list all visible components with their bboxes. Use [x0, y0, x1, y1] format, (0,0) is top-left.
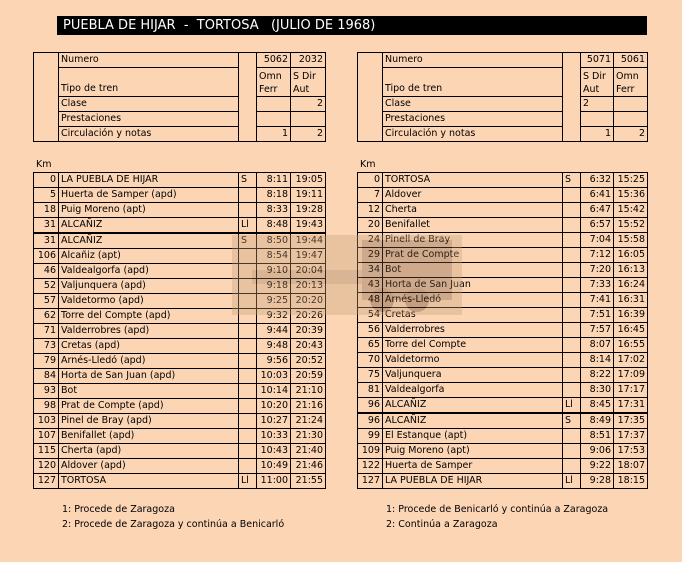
right-time-train2: 16:24: [614, 278, 648, 293]
left-station-row: [34, 459, 326, 474]
left-time-train2: 19:43: [291, 218, 326, 234]
left-flag: [239, 459, 257, 474]
left-time-train1: 9:56: [257, 354, 291, 369]
left-km: 107: [34, 429, 59, 444]
left-time-train1: 8:54: [257, 249, 291, 264]
right-time-train2: 16:13: [614, 263, 648, 278]
left-time-train2: 20:39: [291, 324, 326, 339]
right-time-train2: 15:52: [614, 218, 648, 233]
right-station-name: Horta de San Juan: [383, 278, 563, 293]
left-train2-prestaciones: [291, 112, 326, 127]
left-station-name: Cretas (apd): [59, 339, 239, 354]
right-station-name: Huerta de Samper: [383, 459, 563, 474]
right-flag: Ll: [563, 398, 581, 414]
right-clase-label: Clase: [383, 97, 563, 112]
left-flag: [239, 188, 257, 203]
right-time-train2: 15:36: [614, 188, 648, 203]
right-time-train1: 8:07: [581, 338, 614, 353]
right-flag: [563, 203, 581, 218]
left-km: 98: [34, 399, 59, 414]
left-km: 84: [34, 369, 59, 384]
left-station-row: [34, 414, 326, 429]
left-flag: [239, 384, 257, 399]
right-time-train1: 8:49: [581, 413, 614, 429]
left-tipo-label: Tipo de tren: [59, 68, 239, 97]
right-station-row: [358, 293, 648, 308]
left-flag: [239, 369, 257, 384]
left-time-train2: 20:20: [291, 294, 326, 309]
right-notes: [386, 502, 608, 532]
right-km: 56: [358, 323, 383, 338]
left-station-row: [34, 264, 326, 279]
left-km: 106: [34, 249, 59, 264]
right-header-spacer: [358, 53, 383, 142]
right-station-row: [358, 459, 648, 474]
left-time-train1: 10:27: [257, 414, 291, 429]
left-time-train1: 9:10: [257, 264, 291, 279]
left-time-train1: 9:32: [257, 309, 291, 324]
left-train2-numero: 2032: [291, 53, 326, 68]
left-station-row: [34, 233, 326, 249]
right-time-train1: 7:20: [581, 263, 614, 278]
left-time-train1: 10:43: [257, 444, 291, 459]
left-time-train1: 8:48: [257, 218, 291, 234]
right-station-row: [358, 233, 648, 248]
right-time-train2: 17:37: [614, 429, 648, 444]
left-km: 115: [34, 444, 59, 459]
left-train1-numero: 5062: [257, 53, 291, 68]
right-km: 109: [358, 444, 383, 459]
left-km: 103: [34, 414, 59, 429]
left-train1-tipo: Omn Ferr: [257, 68, 291, 97]
left-time-train2: 20:43: [291, 339, 326, 354]
left-station-name: Prat de Compte (apd): [59, 399, 239, 414]
right-station-name: ALCAÑIZ: [383, 413, 563, 429]
right-time-train2: 17:17: [614, 383, 648, 398]
right-station-row: [358, 188, 648, 203]
left-flag: [239, 279, 257, 294]
left-time-train1: 9:25: [257, 294, 291, 309]
left-station-row: [34, 339, 326, 354]
left-km: 71: [34, 324, 59, 339]
left-station-row: [34, 249, 326, 264]
right-station-name: Valdetormo: [383, 353, 563, 368]
right-km: 96: [358, 398, 383, 414]
left-station-name: ALCAÑIZ: [59, 233, 239, 249]
left-flag: [239, 203, 257, 218]
right-time-train2: 15:58: [614, 233, 648, 248]
right-station-name: ALCAÑIZ: [383, 398, 563, 414]
left-time-train1: 9:44: [257, 324, 291, 339]
left-prestaciones-label: Prestaciones: [59, 112, 239, 127]
left-station-name: Huerta de Samper (apd): [59, 188, 239, 203]
right-flag: [563, 429, 581, 444]
right-time-train2: 17:31: [614, 398, 648, 414]
left-station-name: Arnés-Lledó (apd): [59, 354, 239, 369]
left-km: 79: [34, 354, 59, 369]
left-flag: S: [239, 233, 257, 249]
right-flag: [563, 338, 581, 353]
right-train1-circulacion: 1: [581, 127, 614, 142]
right-station-row: [358, 278, 648, 293]
right-time-train2: 17:35: [614, 413, 648, 429]
right-flag: [563, 368, 581, 383]
right-station-row: [358, 218, 648, 233]
right-station-name: Pinell de Bray: [383, 233, 563, 248]
left-km: 62: [34, 309, 59, 324]
right-flag: [563, 218, 581, 233]
right-station-row: [358, 338, 648, 353]
right-time-train2: 18:07: [614, 459, 648, 474]
left-station-row: [34, 188, 326, 203]
right-time-train1: 9:06: [581, 444, 614, 459]
left-time-train2: 21:55: [291, 474, 326, 489]
right-station-name: Puig Moreno (apt): [383, 444, 563, 459]
right-train2-numero: 5061: [614, 53, 648, 68]
left-station-name: Aldover (apd): [59, 459, 239, 474]
right-station-row: [358, 173, 648, 188]
right-time-train2: 16:05: [614, 248, 648, 263]
left-time-train1: 8:33: [257, 203, 291, 218]
right-station-name: Prat de Compte: [383, 248, 563, 263]
left-time-train1: 10:20: [257, 399, 291, 414]
left-station-name: Horta de San Juan (apd): [59, 369, 239, 384]
left-station-row: [34, 309, 326, 324]
left-km: 120: [34, 459, 59, 474]
left-km: 31: [34, 233, 59, 249]
left-circulacion-label: Circulación y notas: [59, 127, 239, 142]
right-time-train2: 15:42: [614, 203, 648, 218]
right-station-name: Cretas: [383, 308, 563, 323]
right-station-row: [358, 203, 648, 218]
right-time-train1: 7:41: [581, 293, 614, 308]
right-note-2: 2: Continúa a Zaragoza: [386, 519, 498, 530]
right-flag: [563, 248, 581, 263]
left-station-row: [34, 444, 326, 459]
right-time-train2: 17:02: [614, 353, 648, 368]
left-note-2: 2: Procede de Zaragoza y continúa a Benicarló: [62, 519, 285, 530]
left-km: 5: [34, 188, 59, 203]
left-numero-label: Numero: [59, 53, 239, 68]
right-station-row: [358, 368, 648, 383]
left-station-name: Valdealgorfa (apd): [59, 264, 239, 279]
left-schedule-table: [33, 172, 326, 489]
right-flag: [563, 353, 581, 368]
left-station-row: [34, 173, 326, 188]
left-flag: [239, 324, 257, 339]
right-station-name: LA PUEBLA DE HIJAR: [383, 474, 563, 489]
right-station-row: [358, 444, 648, 459]
left-km: 18: [34, 203, 59, 218]
right-station-name: Valdealgorfa: [383, 383, 563, 398]
left-station-row: [34, 384, 326, 399]
left-km: 52: [34, 279, 59, 294]
right-time-train1: 6:41: [581, 188, 614, 203]
left-train1-circulacion: 1: [257, 127, 291, 142]
right-station-row: [358, 323, 648, 338]
right-station-name: Bot: [383, 263, 563, 278]
right-header-table: [357, 52, 648, 142]
left-header-table: [33, 52, 326, 142]
left-time-train2: 20:04: [291, 264, 326, 279]
left-station-row: [34, 429, 326, 444]
left-time-train1: 8:11: [257, 173, 291, 188]
left-km: 46: [34, 264, 59, 279]
right-km-label: Km: [360, 159, 376, 170]
left-time-train1: 11:00: [257, 474, 291, 489]
right-time-train1: 8:14: [581, 353, 614, 368]
left-station-name: Valdetormo (apd): [59, 294, 239, 309]
right-flag: [563, 278, 581, 293]
right-station-name: Aldover: [383, 188, 563, 203]
left-time-train1: 9:48: [257, 339, 291, 354]
right-station-name: TORTOSA: [383, 173, 563, 188]
left-station-name: Valjunquera (apd): [59, 279, 239, 294]
right-station-row: [358, 398, 648, 414]
right-km: 70: [358, 353, 383, 368]
right-train1-clase: 2: [581, 97, 614, 112]
left-flag: [239, 399, 257, 414]
right-train2-circulacion: 2: [614, 127, 648, 142]
right-station-row: [358, 263, 648, 278]
left-station-row: [34, 279, 326, 294]
left-time-train2: 19:44: [291, 233, 326, 249]
right-station-name: Torre del Compte: [383, 338, 563, 353]
right-train1-prestaciones: [581, 112, 614, 127]
left-station-row: [34, 218, 326, 234]
left-station-row: [34, 399, 326, 414]
right-station-row: [358, 474, 648, 489]
left-station-name: Puig Moreno (apt): [59, 203, 239, 218]
left-station-name: Valderrobres (apd): [59, 324, 239, 339]
right-numero-label: Numero: [383, 53, 563, 68]
right-time-train1: 7:04: [581, 233, 614, 248]
right-time-train1: 9:28: [581, 474, 614, 489]
right-train1-numero: 5071: [581, 53, 614, 68]
right-km: 99: [358, 429, 383, 444]
left-train2-circulacion: 2: [291, 127, 326, 142]
right-flag: [563, 293, 581, 308]
left-time-train2: 19:47: [291, 249, 326, 264]
right-station-name: Valjunquera: [383, 368, 563, 383]
right-time-train2: 16:31: [614, 293, 648, 308]
right-station-row: [358, 413, 648, 429]
right-time-train1: 7:57: [581, 323, 614, 338]
right-time-train2: 16:39: [614, 308, 648, 323]
left-time-train1: 9:18: [257, 279, 291, 294]
left-flag: Ll: [239, 474, 257, 489]
right-km: 34: [358, 263, 383, 278]
right-flag: Ll: [563, 474, 581, 489]
left-flag: [239, 309, 257, 324]
left-station-name: LA PUEBLA DE HIJAR: [59, 173, 239, 188]
left-time-train1: 10:14: [257, 384, 291, 399]
right-time-train1: 6:32: [581, 173, 614, 188]
right-station-row: [358, 353, 648, 368]
right-time-train1: 6:47: [581, 203, 614, 218]
right-time-train1: 8:30: [581, 383, 614, 398]
left-flag: [239, 294, 257, 309]
left-station-row: [34, 354, 326, 369]
right-train2-prestaciones: [614, 112, 648, 127]
right-time-train1: 7:33: [581, 278, 614, 293]
right-km: 20: [358, 218, 383, 233]
left-flag: Ll: [239, 218, 257, 234]
right-time-train2: 16:45: [614, 323, 648, 338]
right-station-row: [358, 383, 648, 398]
left-km: 93: [34, 384, 59, 399]
left-time-train1: 10:33: [257, 429, 291, 444]
right-time-train1: 7:51: [581, 308, 614, 323]
left-km: 0: [34, 173, 59, 188]
right-flag: [563, 308, 581, 323]
right-km: 65: [358, 338, 383, 353]
left-time-train2: 21:40: [291, 444, 326, 459]
right-time-train2: 17:53: [614, 444, 648, 459]
left-flag: [239, 249, 257, 264]
right-station-name: El Estanque (apt): [383, 429, 563, 444]
left-time-train2: 21:46: [291, 459, 326, 474]
right-station-name: Benifallet: [383, 218, 563, 233]
right-schedule-table: [357, 172, 648, 489]
left-time-train2: 21:30: [291, 429, 326, 444]
right-km: 81: [358, 383, 383, 398]
left-flag: [239, 429, 257, 444]
right-flag: [563, 263, 581, 278]
right-km: 75: [358, 368, 383, 383]
right-prestaciones-label: Prestaciones: [383, 112, 563, 127]
left-clase-label: Clase: [59, 97, 239, 112]
left-time-train2: 20:59: [291, 369, 326, 384]
left-time-train2: 20:26: [291, 309, 326, 324]
right-flag: [563, 444, 581, 459]
right-km: 96: [358, 413, 383, 429]
right-time-train2: 15:25: [614, 173, 648, 188]
left-header-spacer: [34, 53, 59, 142]
left-train1-clase: [257, 97, 291, 112]
left-km: 127: [34, 474, 59, 489]
left-station-row: [34, 369, 326, 384]
right-station-row: [358, 248, 648, 263]
left-time-train2: 19:11: [291, 188, 326, 203]
left-flag: [239, 414, 257, 429]
right-time-train2: 17:09: [614, 368, 648, 383]
left-time-train1: 10:03: [257, 369, 291, 384]
left-time-train2: 20:13: [291, 279, 326, 294]
right-station-row: [358, 429, 648, 444]
left-km-label: Km: [36, 159, 52, 170]
left-flag: [239, 354, 257, 369]
right-time-train2: 16:55: [614, 338, 648, 353]
right-km: 0: [358, 173, 383, 188]
right-time-train1: 8:51: [581, 429, 614, 444]
right-station-name: Arnés-Lledó: [383, 293, 563, 308]
right-flag: S: [563, 173, 581, 188]
left-train2-tipo: S Dir Aut: [291, 68, 326, 97]
right-train2-tipo: Omn Ferr: [614, 68, 648, 97]
right-km: 7: [358, 188, 383, 203]
right-flag: S: [563, 413, 581, 429]
page-title: PUEBLA DE HIJAR - TORTOSA (JULIO DE 1968): [57, 16, 647, 35]
right-flag: [563, 188, 581, 203]
right-flag: [563, 383, 581, 398]
right-km: 54: [358, 308, 383, 323]
left-notes: [62, 502, 284, 532]
right-km: 122: [358, 459, 383, 474]
left-station-name: TORTOSA: [59, 474, 239, 489]
left-station-row: [34, 474, 326, 489]
left-station-name: Benifallet (apd): [59, 429, 239, 444]
right-station-row: [358, 308, 648, 323]
right-time-train1: 7:12: [581, 248, 614, 263]
right-time-train1: 6:57: [581, 218, 614, 233]
left-train2-clase: 2: [291, 97, 326, 112]
right-km: 24: [358, 233, 383, 248]
right-km: 48: [358, 293, 383, 308]
left-time-train2: 21:24: [291, 414, 326, 429]
left-note-1: 1: Procede de Zaragoza: [62, 504, 175, 515]
right-train2-clase: [614, 97, 648, 112]
right-km: 127: [358, 474, 383, 489]
left-flag: S: [239, 173, 257, 188]
left-time-train2: 21:16: [291, 399, 326, 414]
left-station-name: Bot: [59, 384, 239, 399]
left-time-train2: 20:52: [291, 354, 326, 369]
left-header-flag-col: [239, 53, 257, 142]
left-station-name: ALCAÑIZ: [59, 218, 239, 234]
right-flag: [563, 233, 581, 248]
left-time-train1: 8:50: [257, 233, 291, 249]
right-flag: [563, 459, 581, 474]
left-flag: [239, 339, 257, 354]
left-time-train1: 10:49: [257, 459, 291, 474]
left-time-train1: 8:18: [257, 188, 291, 203]
left-time-train2: 19:05: [291, 173, 326, 188]
left-km: 31: [34, 218, 59, 234]
left-station-row: [34, 203, 326, 218]
right-note-1: 1: Procede de Benicarló y continúa a Zaragoza: [386, 504, 609, 515]
left-time-train2: 19:28: [291, 203, 326, 218]
right-time-train2: 18:15: [614, 474, 648, 489]
left-flag: [239, 264, 257, 279]
left-station-name: Alcañiz (apt): [59, 249, 239, 264]
right-time-train1: 9:22: [581, 459, 614, 474]
left-km: 57: [34, 294, 59, 309]
left-station-name: Torre del Compte (apd): [59, 309, 239, 324]
left-station-name: Pinel de Bray (apd): [59, 414, 239, 429]
left-station-name: Cherta (apd): [59, 444, 239, 459]
right-km: 29: [358, 248, 383, 263]
left-station-row: [34, 294, 326, 309]
left-train1-prestaciones: [257, 112, 291, 127]
right-station-name: Cherta: [383, 203, 563, 218]
right-train1-tipo: S Dir Aut: [581, 68, 614, 97]
right-time-train1: 8:45: [581, 398, 614, 414]
left-km: 73: [34, 339, 59, 354]
right-station-name: Valderrobres: [383, 323, 563, 338]
left-time-train2: 21:10: [291, 384, 326, 399]
right-km: 12: [358, 203, 383, 218]
right-header-flag-col: [563, 53, 581, 142]
right-tipo-label: Tipo de tren: [383, 68, 563, 97]
right-time-train1: 8:22: [581, 368, 614, 383]
right-circulacion-label: Circulación y notas: [383, 127, 563, 142]
left-station-row: [34, 324, 326, 339]
right-flag: [563, 323, 581, 338]
left-flag: [239, 444, 257, 459]
right-km: 43: [358, 278, 383, 293]
